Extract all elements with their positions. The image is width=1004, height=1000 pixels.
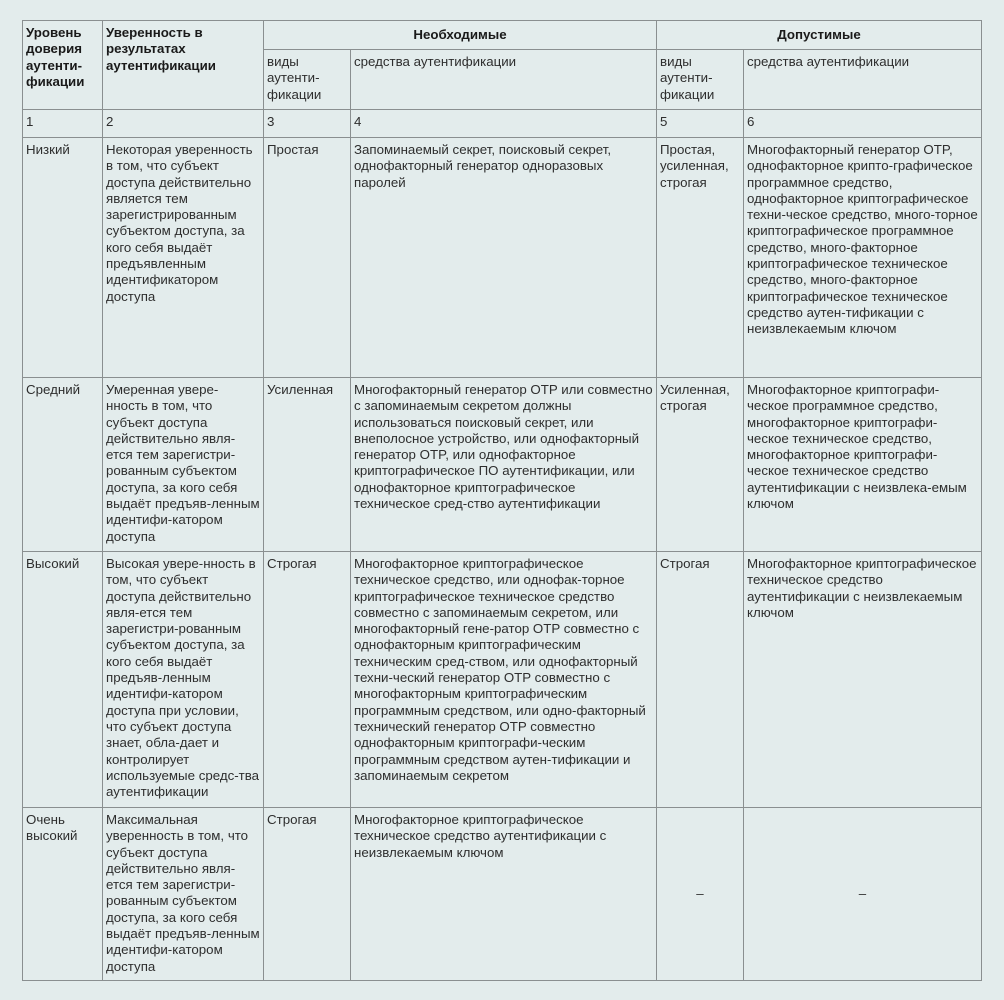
table-row <box>23 808 982 981</box>
cell-confidence: Умеренная увере-нность в том, что субъект доступа действительно явля-ется тем зарегистри-рованным субъектом доступа, за кого себя выдаёт предъяв-ленным идентифи-катором доступа <box>103 378 264 552</box>
table-row <box>23 552 982 808</box>
header-allowed: Допустимые <box>657 21 982 50</box>
column-number: 2 <box>103 110 264 138</box>
cell-level: Очень высокий <box>23 808 103 981</box>
header-confidence: Уверенность в результатах аутентификации <box>103 21 264 110</box>
cell-allowed-types: – <box>657 808 744 981</box>
cell-allowed-means: Многофакторный генератор OTP, однофакторное крипто-графическое программное средство, однофакторное криптографическое техни-ческое средство, много-торное криптографическое программное средство, много-факторное криптографическое техническое средство, много-факторное криптографическое техническое средство аутен-тификации с неизвлекаемым ключом <box>744 138 982 378</box>
header-required-means: средства аутентификации <box>351 50 657 110</box>
column-number: 5 <box>657 110 744 138</box>
cell-required-means: Многофакторное криптографическое техническое средство аутентификации с неизвлекаемым ключом <box>351 808 657 981</box>
header-allowed-means: средства аутентификации <box>744 50 982 110</box>
cell-required-means: Многофакторное криптографическое техническое средство, или однофак-торное криптографическое техническое средство совместно с запоминаемым секретом, или многофакторный гене-ратор OTP совместно с однофакторным криптографическим техническим сред-ством, или однофакторный техни-ческий генератор OTP совместно с многофакторным криптографическим программным средством, или одно-факторный технический генератор OTP совместно однофакторным криптографи-ческим программным средством аутен-тификации и запоминаемым секретом <box>351 552 657 808</box>
header-required-types: виды аутенти-фикации <box>264 50 351 110</box>
cell-allowed-types: Строгая <box>657 552 744 808</box>
authentication-levels-table <box>22 20 982 981</box>
cell-allowed-means: Многофакторное криптографи-ческое программное средство, многофакторное криптографи-ческое техническое средство, многофакторное криптографи-ческое техническое средство аутентификации с неизвлека-емым ключом <box>744 378 982 552</box>
header-allowed-types: виды аутенти-фикации <box>657 50 744 110</box>
cell-confidence: Некоторая уверенность в том, что субъект доступа действительно является тем зарегистрированным субъектом доступа, за кого себя выдаёт предъявленным идентификатором доступа <box>103 138 264 378</box>
cell-required-types: Усиленная <box>264 378 351 552</box>
column-number: 4 <box>351 110 657 138</box>
cell-confidence: Высокая увере-нность в том, что субъект доступа действительно явля-ется тем зарегистри-рованным субъектом доступа, за кого себя выдаёт предъяв-ленным идентифи-катором доступа при условии, что субъект доступа знает, обла-дает и контролирует используемые средс-тва аутентификации <box>103 552 264 808</box>
cell-required-types: Строгая <box>264 552 351 808</box>
column-number: 1 <box>23 110 103 138</box>
cell-allowed-types: Усиленная, строгая <box>657 378 744 552</box>
cell-level: Средний <box>23 378 103 552</box>
cell-level: Низкий <box>23 138 103 378</box>
cell-level: Высокий <box>23 552 103 808</box>
column-number: 3 <box>264 110 351 138</box>
column-number-row <box>23 110 982 138</box>
column-number: 6 <box>744 110 982 138</box>
cell-required-types: Простая <box>264 138 351 378</box>
cell-required-types: Строгая <box>264 808 351 981</box>
cell-allowed-means: Многофакторное криптографическое техническое средство аутентификации с неизвлекаемым ключом <box>744 552 982 808</box>
cell-allowed-types: Простая, усиленная, строгая <box>657 138 744 378</box>
header-level: Уровень доверия аутенти-фикации <box>23 21 103 110</box>
cell-confidence: Максимальная уверенность в том, что субъект доступа действительно явля-ется тем зарегистри-рованным субъектом доступа, за кого себя выдаёт предъяв-ленным идентифи-катором доступа <box>103 808 264 981</box>
cell-required-means: Многофакторный генератор OTP или совместно с запоминаемым секретом должны использоваться поисковый секрет, или внеполосное устройство, или однофакторный генератор OTP, или однофакторное криптографическое ПО аутентификации, или однофакторное криптографическое техническое сред-ство аутентификации <box>351 378 657 552</box>
cell-allowed-means: – <box>744 808 982 981</box>
cell-required-means: Запоминаемый секрет, поисковый секрет, однофакторный генератор одноразовых паролей <box>351 138 657 378</box>
header-required: Необходимые <box>264 21 657 50</box>
table-row <box>23 378 982 552</box>
table-row <box>23 138 982 378</box>
